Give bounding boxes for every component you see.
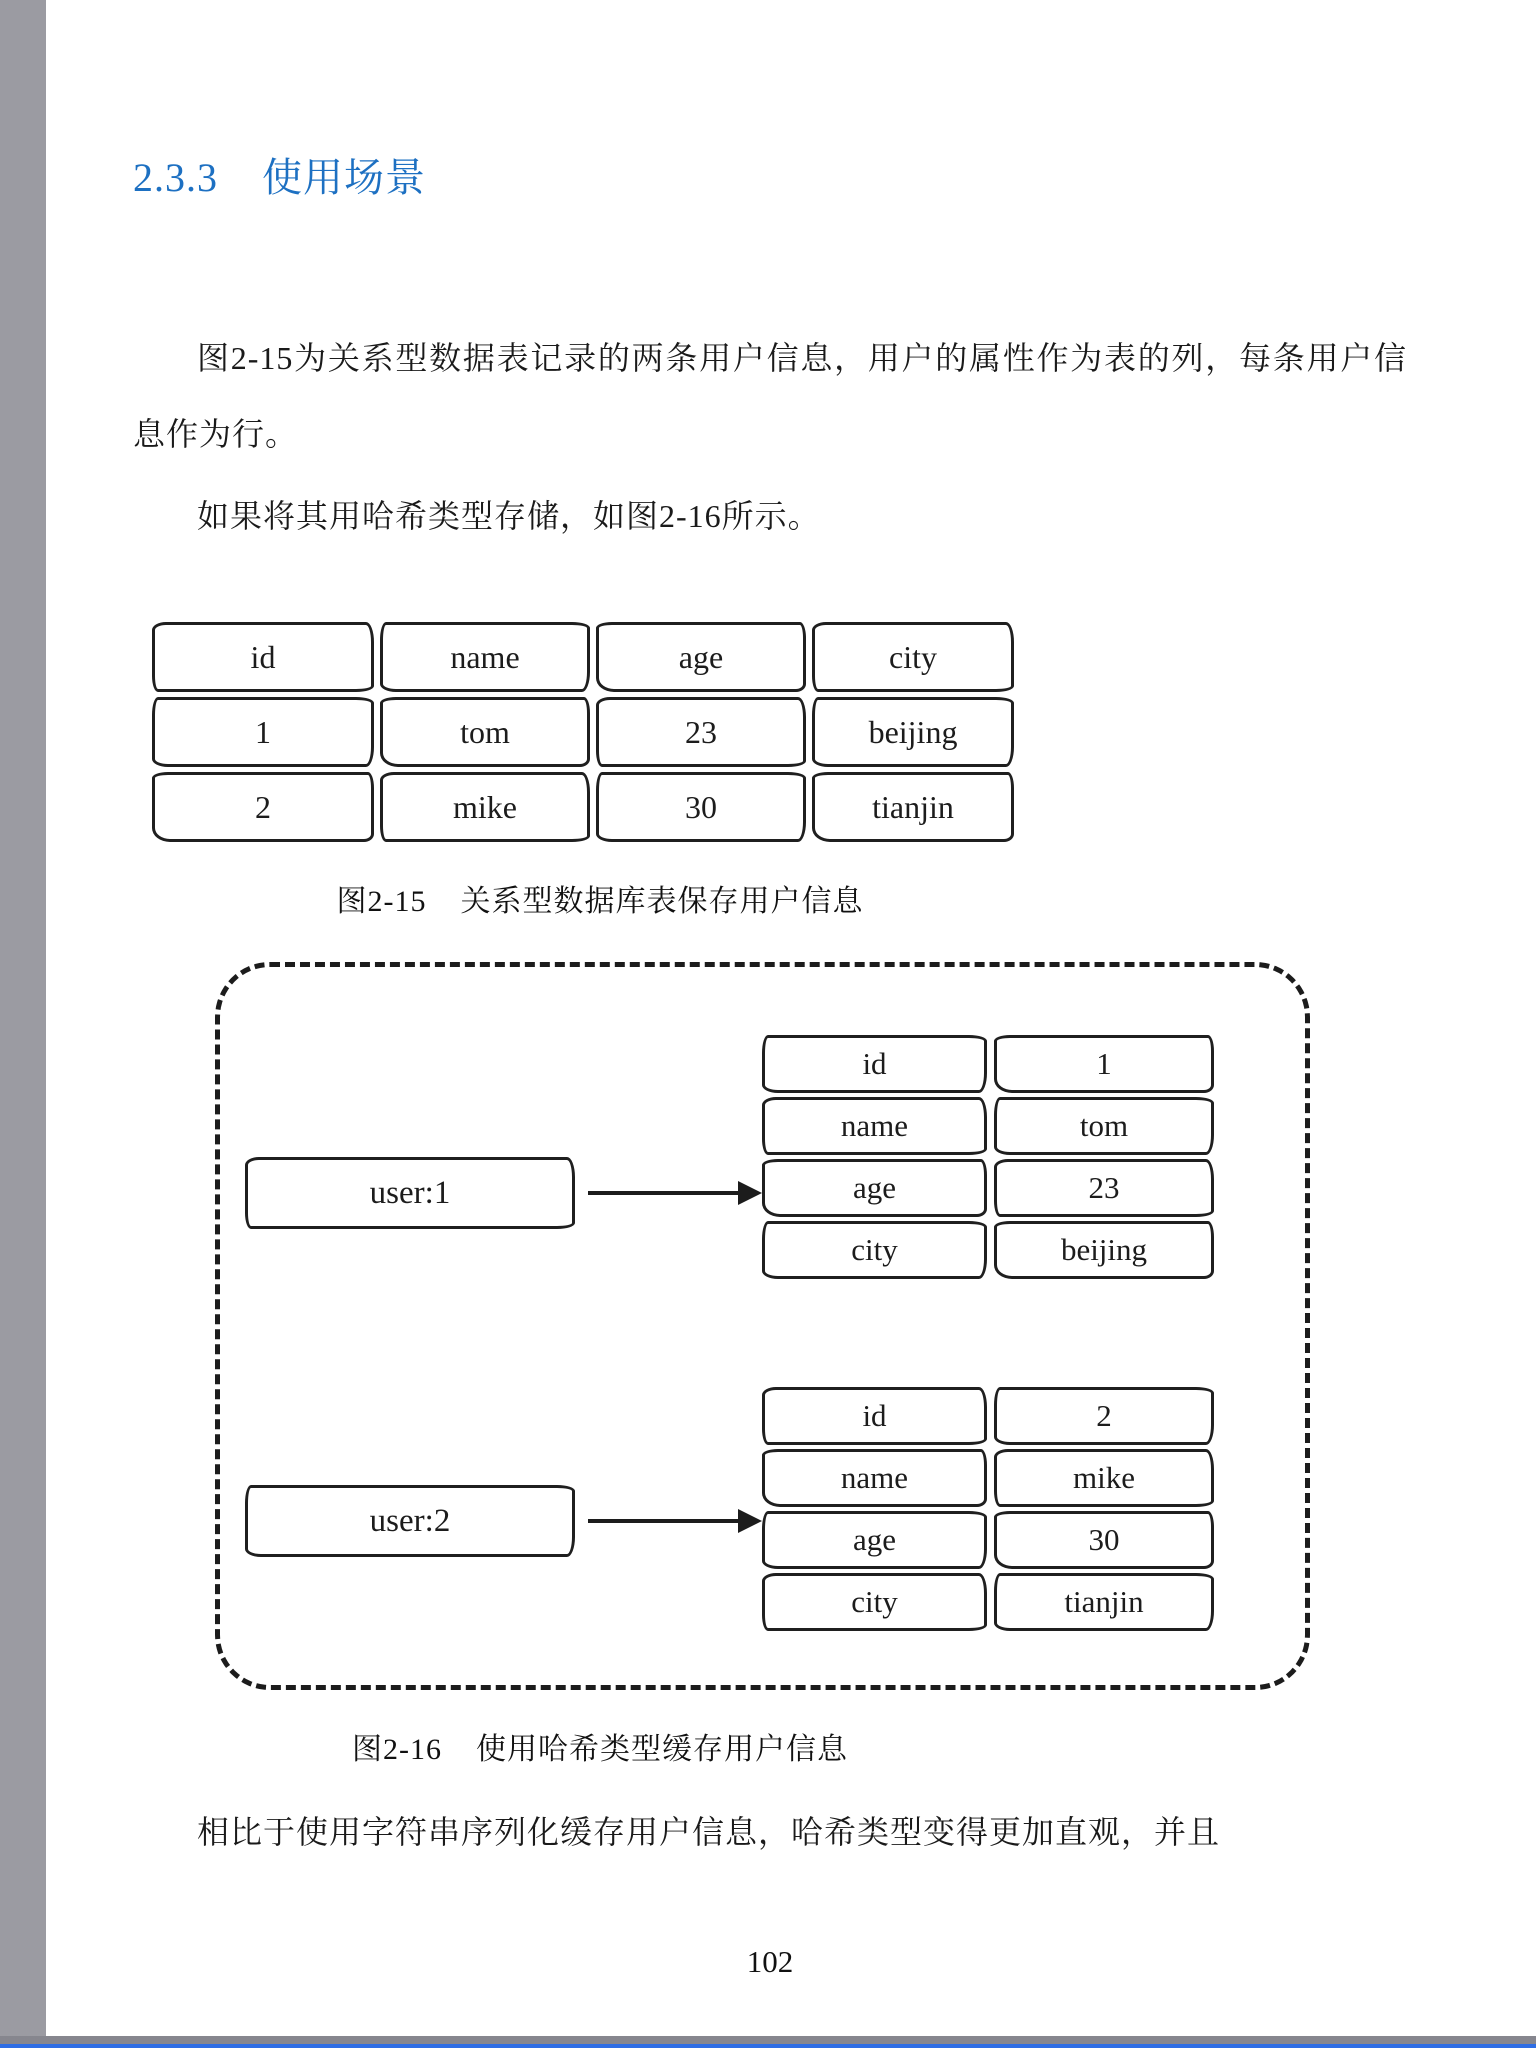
table-cell: tianjin xyxy=(812,772,1014,842)
arrow-icon xyxy=(588,1191,758,1195)
hash-key-label: user:1 xyxy=(369,1174,451,1211)
hash-value-cell: 2 xyxy=(994,1387,1214,1445)
hash-value-cell: 1 xyxy=(994,1035,1214,1093)
book-page xyxy=(46,0,1536,2036)
table-cell: tom xyxy=(380,697,590,767)
section-title: 使用场景 xyxy=(262,155,426,200)
table-header-cell: id xyxy=(152,622,374,692)
hash-field-cell: age xyxy=(762,1511,987,1569)
table-header-cell: age xyxy=(596,622,806,692)
figure-2-15-caption xyxy=(133,876,1067,920)
figure-2-16-diagram xyxy=(215,962,1310,1690)
hash-value-cell: 23 xyxy=(994,1159,1214,1217)
table-cell: 23 xyxy=(596,697,806,767)
hash-key-label: user:2 xyxy=(369,1502,451,1539)
reader-bottom-bar xyxy=(0,2036,1536,2044)
hash-key-box xyxy=(245,1485,575,1557)
section-heading xyxy=(133,146,426,203)
hash-field-cell: id xyxy=(762,1035,987,1093)
hash-field-cell: city xyxy=(762,1221,987,1279)
figure-caption-text: 使用哈希类型缓存用户信息 xyxy=(476,1733,848,1766)
hash-fields-table xyxy=(762,1035,1214,1279)
hash-field-cell: name xyxy=(762,1449,987,1507)
page-number: 102 xyxy=(746,1944,794,1979)
table-cell: 2 xyxy=(152,772,374,842)
paragraph-1: 图2-15为关系型数据表记录的两条用户信息，用户的属性作为表的列，每条用户信息作为行。 xyxy=(133,340,1407,452)
table-header-cell: name xyxy=(380,622,590,692)
paragraph-3: 相比于使用字符串序列化缓存用户信息，哈希类型变得更加直观，并且 xyxy=(197,1814,1221,1850)
figure-caption-label: 图2-15 xyxy=(336,885,427,918)
table-cell: 1 xyxy=(152,697,374,767)
hash-value-cell: tom xyxy=(994,1097,1214,1155)
hash-field-cell: age xyxy=(762,1159,987,1217)
reader-progress-line xyxy=(0,2044,1536,2048)
table-cell: mike xyxy=(380,772,590,842)
hash-fields-table xyxy=(762,1387,1214,1631)
figure-2-15-table xyxy=(152,622,1014,842)
table-cell: beijing xyxy=(812,697,1014,767)
figure-caption-label: 图2-16 xyxy=(352,1733,442,1766)
section-number: 2.3.3 xyxy=(133,155,218,200)
hash-value-cell: tianjin xyxy=(994,1573,1214,1631)
table-cell: 30 xyxy=(596,772,806,842)
hash-value-cell: mike xyxy=(994,1449,1214,1507)
hash-value-cell: 30 xyxy=(994,1511,1214,1569)
paragraph-2: 如果将其用哈希类型存储，如图2-16所示。 xyxy=(197,498,821,534)
figure-caption-text: 关系型数据库表保存用户信息 xyxy=(460,885,864,918)
hash-key-box xyxy=(245,1157,575,1229)
arrow-icon xyxy=(588,1519,758,1523)
figure-2-16-caption xyxy=(133,1724,1067,1768)
hash-field-cell: id xyxy=(762,1387,987,1445)
hash-field-cell: city xyxy=(762,1573,987,1631)
hash-field-cell: name xyxy=(762,1097,987,1155)
table-header-cell: city xyxy=(812,622,1014,692)
hash-value-cell: beijing xyxy=(994,1221,1214,1279)
